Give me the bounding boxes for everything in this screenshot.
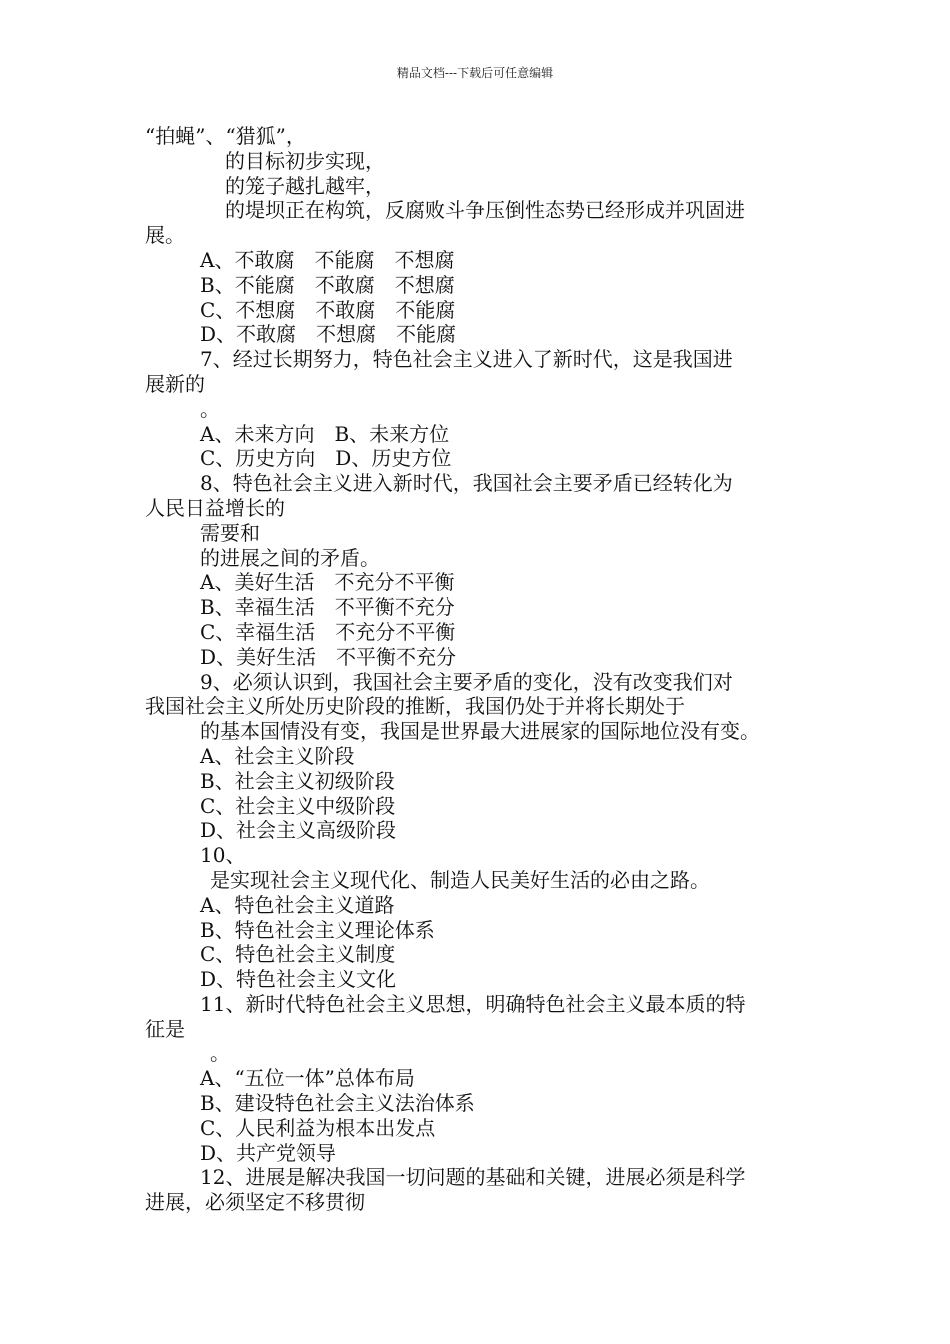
text-line: 9、必须认识到，我国社会主要矛盾的变化，没有改变我们对 (200, 669, 733, 694)
text-line: 的基本国情没有变，我国是世界最大进展家的国际地位没有变。 (200, 719, 760, 744)
text-line: B、社会主义初级阶段 (200, 768, 395, 793)
text-line: C、社会主义中级阶段 (200, 793, 396, 818)
text-line: D、不敢腐 不想腐 不能腐 (200, 322, 457, 347)
text-line: 展新的 (145, 371, 205, 396)
text-line: D、共产党领导 (200, 1140, 337, 1165)
text-line: 的笼子越扎越牢， (225, 173, 385, 198)
text-line: B、特色社会主义理论体系 (200, 917, 435, 942)
text-line: C、人民利益为根本出发点 (200, 1115, 436, 1140)
text-line: 是实现社会主义现代化、制造人民美好生活的必由之路。 (210, 867, 710, 892)
text-line: 的堤坝正在构筑，反腐败斗争压倒性态势已经形成并巩固进 (225, 198, 745, 223)
text-line: C、特色社会主义制度 (200, 942, 396, 967)
text-line: 需要和 (200, 520, 260, 545)
text-line: A、“五位一体”总体布局 (200, 1066, 415, 1091)
text-line: B、不能腐 不敢腐 不想腐 (200, 272, 455, 297)
text-line: 我国社会主义所处历史阶段的推断，我国仍处于并将长期处于 (145, 694, 685, 719)
text-line: C、不想腐 不敢腐 不能腐 (200, 297, 456, 322)
text-line: B、幸福生活 不平衡不充分 (200, 595, 455, 620)
text-line: A、不敢腐 不能腐 不想腐 (200, 247, 455, 272)
text-line: 8、特色社会主义进入新时代，我国社会主要矛盾已经转化为 (200, 471, 733, 496)
text-line: 的目标初步实现， (225, 148, 385, 173)
text-line: D、美好生活 不平衡不充分 (200, 644, 457, 669)
text-line: A、美好生活 不充分不平衡 (200, 570, 455, 595)
text-line: 12、进展是解决我国一切问题的基础和关键，进展必须是科学 (200, 1165, 746, 1190)
text-line: A、特色社会主义道路 (200, 892, 395, 917)
text-line: A、未来方向 B、未来方位 (200, 421, 450, 446)
text-line: 10、 (200, 843, 246, 868)
text-line: “拍蝇”、“猎狐”， (145, 124, 306, 148)
text-line: C、历史方向 D、历史方位 (200, 446, 452, 471)
page-header: 精品文档---下载后可任意编辑 (396, 66, 554, 80)
text-line: 展。 (145, 223, 185, 248)
text-line: 进展，必须坚定不移贯彻 (145, 1190, 365, 1215)
text-line: B、建设特色社会主义法治体系 (200, 1091, 475, 1116)
text-line: D、社会主义高级阶段 (200, 818, 397, 843)
document-body (145, 124, 825, 1215)
text-line: 。 (200, 396, 220, 421)
text-line: 11、新时代特色社会主义思想，明确特色社会主义最本质的特 (200, 991, 746, 1016)
text-line: D、特色社会主义文化 (200, 967, 397, 992)
text-line: 的进展之间的矛盾。 (200, 545, 380, 570)
text-line: 征是 (145, 1016, 185, 1041)
text-line: 人民日益增长的 (145, 495, 285, 520)
text-line: C、幸福生活 不充分不平衡 (200, 619, 456, 644)
text-line: 。 (210, 1041, 230, 1066)
text-line: A、社会主义阶段 (200, 743, 355, 768)
text-line: 7、经过长期努力，特色社会主义进入了新时代，这是我国进 (200, 347, 733, 372)
